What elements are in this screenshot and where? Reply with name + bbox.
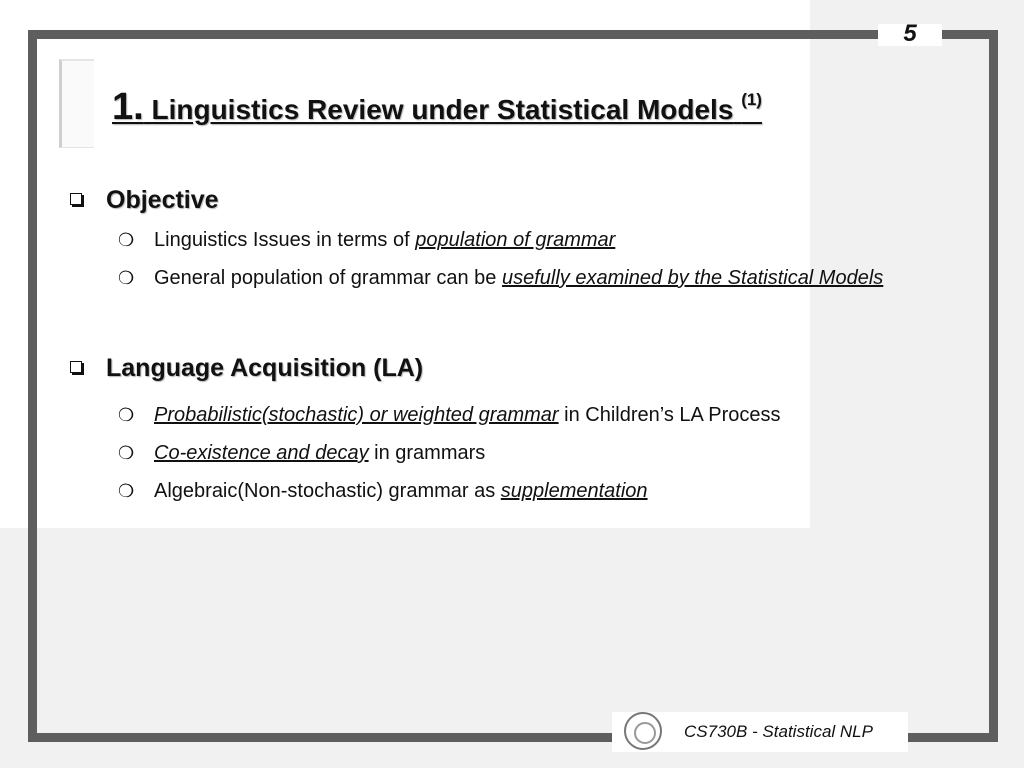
item-emphasis: usefully examined by the Statistical Models (501, 267, 884, 289)
item-plain-text: Algebraic(Non-stochastic) grammar as (154, 480, 501, 502)
item-emphasis: supplementation (500, 480, 648, 502)
title-superscript: (1) (741, 90, 762, 109)
title-tab-decoration (59, 59, 94, 148)
item-plain-text-after: in Children’s LA Process (558, 404, 781, 426)
title-number: 1. (112, 86, 144, 128)
list-item-text (154, 224, 964, 256)
ring-bullet-icon: ❍ (118, 443, 135, 463)
ring-bullet-icon: ❍ (118, 268, 135, 288)
list-item-text (154, 475, 964, 507)
list-item-text (154, 399, 964, 431)
item-emphasis: Probabilistic(stochastic) or weighted grammar (154, 404, 559, 426)
ring-bullet-icon: ❍ (118, 481, 135, 501)
ring-bullet-icon: ❍ (118, 405, 135, 425)
slide-frame (28, 30, 998, 742)
page-number: 5 (903, 20, 917, 47)
title-text: Linguistics Review under Statistical Models (151, 94, 734, 125)
section-heading-language-acquisition (70, 354, 423, 383)
slide-title (112, 86, 762, 129)
university-seal-icon (624, 712, 662, 750)
list-item-text (154, 437, 964, 469)
item-plain-text-after: in grammars (368, 442, 486, 464)
item-plain-text: Linguistics Issues in terms of (154, 229, 416, 251)
section-heading-text: Language Acquisition (LA) (106, 354, 424, 382)
section-heading-text: Objective (106, 186, 219, 214)
square-bullet-icon (70, 361, 82, 373)
ring-bullet-icon: ❍ (118, 230, 135, 250)
square-bullet-icon (70, 193, 82, 205)
item-emphasis: Co-existence and decay (154, 442, 369, 464)
item-emphasis: population of grammar (415, 229, 616, 251)
footer-course-label: CS730B - Statistical NLP (684, 722, 873, 741)
item-plain-text: General population of grammar can be (154, 267, 502, 289)
section-heading-objective (70, 186, 219, 215)
list-item-text (154, 262, 964, 294)
